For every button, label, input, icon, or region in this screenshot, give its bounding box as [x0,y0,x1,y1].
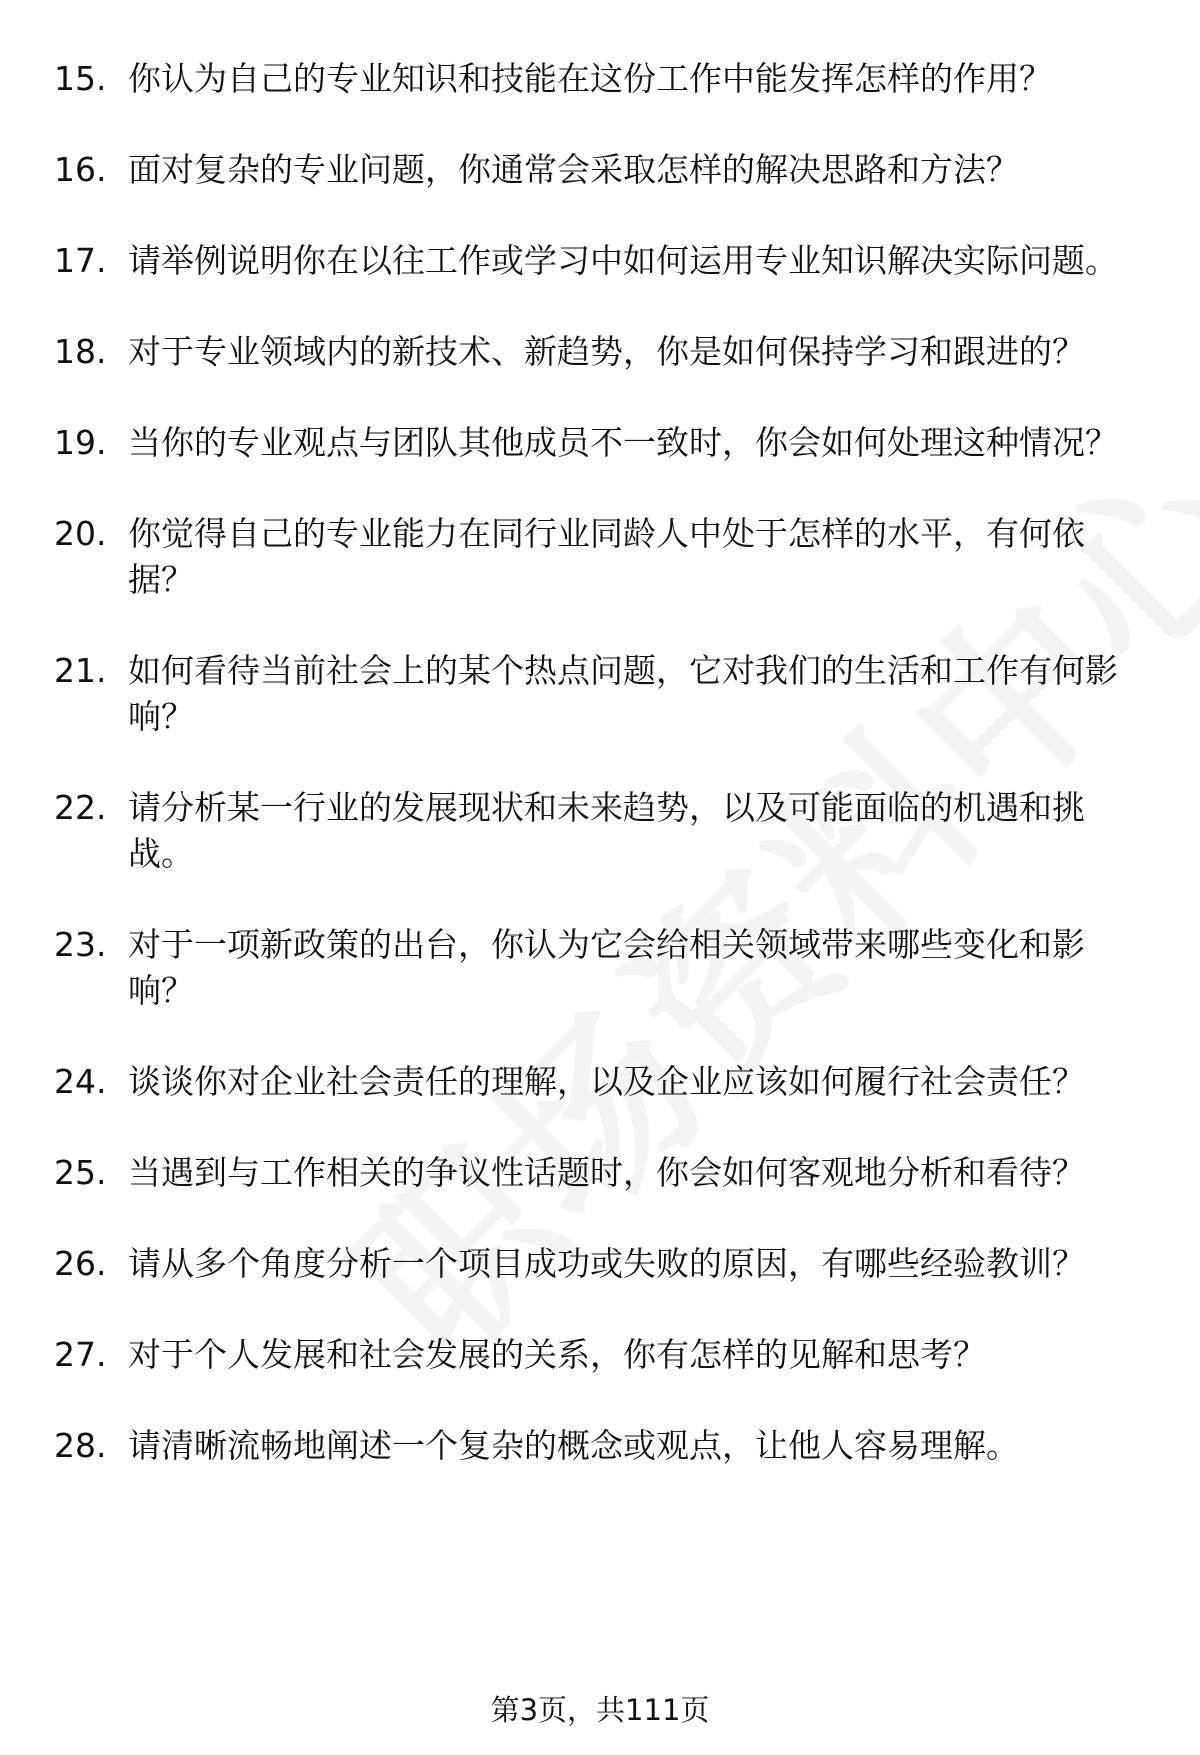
question-number: 23. [54,925,107,964]
question-item [0,922,1200,1014]
question-text: 对于个人发展和社会发展的关系，你有怎样的见解和思考？ [128,1335,986,1374]
question-item [0,785,1200,877]
question-text: 面对复杂的专业问题，你通常会采取怎样的解决思路和方法？ [128,150,1019,189]
question-item [0,1150,1200,1196]
question-text: 请从多个角度分析一个项目成功或失败的原因，有哪些经验教训？ [128,1244,1085,1283]
question-number: 22. [54,788,107,827]
question-number: 21. [54,651,107,690]
question-number: 24. [54,1062,107,1101]
question-number: 15. [54,59,107,98]
question-text: 谈谈你对企业社会责任的理解，以及企业应该如何履行社会责任？ [128,1062,1085,1101]
question-text: 如何看待当前社会上的某个热点问题，它对我们的生活和工作有何影响？ [128,651,1118,736]
question-item [0,329,1200,375]
question-number: 26. [54,1244,107,1283]
question-text: 请清晰流畅地阐述一个复杂的概念或观点，让他人容易理解。 [128,1426,1019,1465]
question-item [0,648,1200,740]
question-number: 25. [54,1153,107,1192]
question-list [0,56,1200,1469]
page-number-label: 第3页，共111页 [490,1693,710,1727]
question-number: 17. [54,241,107,280]
question-item [0,1241,1200,1287]
page-footer [0,1688,1200,1729]
question-text: 对于一项新政策的出台，你认为它会给相关领域带来哪些变化和影响？ [128,925,1085,1010]
question-item [0,420,1200,466]
question-text: 请举例说明你在以往工作或学习中如何运用专业知识解决实际问题。 [128,241,1118,280]
question-item [0,147,1200,193]
question-number: 18. [54,332,107,371]
question-text: 你认为自己的专业知识和技能在这份工作中能发挥怎样的作用？ [128,59,1052,98]
question-number: 27. [54,1335,107,1374]
question-number: 16. [54,150,107,189]
question-text: 你觉得自己的专业能力在同行业同龄人中处于怎样的水平，有何依据？ [128,514,1085,599]
question-item [0,1059,1200,1105]
question-text: 当遇到与工作相关的争议性话题时，你会如何客观地分析和看待？ [128,1153,1085,1192]
question-number: 28. [54,1426,107,1465]
question-item [0,1332,1200,1378]
question-text: 对于专业领域内的新技术、新趋势，你是如何保持学习和跟进的？ [128,332,1085,371]
question-item [0,511,1200,603]
question-number: 20. [54,514,107,553]
question-number: 19. [54,423,107,462]
question-text: 请分析某一行业的发展现状和未来趋势，以及可能面临的机遇和挑战。 [128,788,1085,873]
question-item [0,238,1200,284]
question-item [0,1423,1200,1469]
question-text: 当你的专业观点与团队其他成员不一致时，你会如何处理这种情况？ [128,423,1118,462]
question-item [0,56,1200,102]
